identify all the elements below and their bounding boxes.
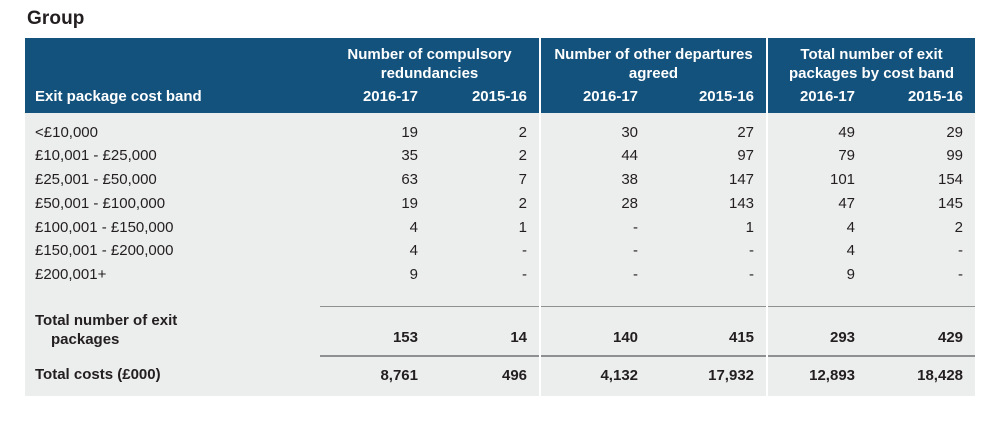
table-body [25,113,975,396]
total-packages-label [25,306,320,356]
exit-packages-table [25,38,975,396]
row-band-label: £200,001+ [25,263,320,292]
cell-compulsory-2016-17: 9 [320,263,430,292]
spacer-cell [320,292,430,307]
cell-other-2015-16: 1 [650,216,767,240]
spacer-cell [767,292,867,307]
header-cost-band: Exit package cost band [25,38,320,113]
cell-total-2016-17: 79 [767,144,867,168]
cell-total-2016-17: 101 [767,168,867,192]
table-row [25,239,975,263]
header-group-total-packages: Total number of exit packages by cost band [767,38,975,86]
cell-compulsory-2016-17: 4 [320,239,430,263]
table-row [25,192,975,216]
table-row [25,216,975,240]
total-costs-compulsory-2016-17: 8,761 [320,356,430,396]
cell-other-2015-16: 143 [650,192,767,216]
row-band-label: £150,001 - £200,000 [25,239,320,263]
cell-compulsory-2016-17: 63 [320,168,430,192]
page-title: Group [27,8,85,29]
total-packages-compulsory-2015-16: 14 [430,306,540,356]
total-costs-total-2016-17: 12,893 [767,356,867,396]
total-packages-label-line2: packages [51,331,120,348]
cell-other-2016-17: - [540,239,650,263]
spacer-cell [867,292,975,307]
cell-total-2016-17: 47 [767,192,867,216]
cell-compulsory-2015-16: 2 [430,192,540,216]
total-costs-label: Total costs (£000) [25,356,320,396]
cell-compulsory-2016-17: 4 [320,216,430,240]
row-band-label: £25,001 - £50,000 [25,168,320,192]
header-group-other-departures: Number of other departures agreed [540,38,767,86]
total-costs-other-2016-17: 4,132 [540,356,650,396]
cell-other-2015-16: 27 [650,113,767,145]
cell-total-2015-16: 29 [867,113,975,145]
cell-total-2016-17: 49 [767,113,867,145]
spacer-cell [25,292,320,307]
cell-compulsory-2016-17: 19 [320,192,430,216]
total-costs-row [25,356,975,396]
cell-compulsory-2015-16: 7 [430,168,540,192]
total-packages-other-2015-16: 415 [650,306,767,356]
cell-other-2015-16: 147 [650,168,767,192]
cell-total-2015-16: 99 [867,144,975,168]
total-packages-total-2015-16: 429 [867,306,975,356]
total-packages-row [25,306,975,356]
row-band-label: £10,001 - £25,000 [25,144,320,168]
header-group-compulsory-redundancies: Number of compulsory redundancies [320,38,540,86]
cell-compulsory-2015-16: - [430,263,540,292]
cell-total-2015-16: 145 [867,192,975,216]
cell-other-2016-17: 28 [540,192,650,216]
cell-compulsory-2016-17: 19 [320,113,430,145]
spacer-row [25,292,975,307]
cell-total-2015-16: 2 [867,216,975,240]
cell-total-2016-17: 4 [767,239,867,263]
total-packages-label-line1: Total number of exit [35,312,178,330]
header-group-row [25,38,975,86]
total-packages-other-2016-17: 140 [540,306,650,356]
header-year-total-2016-17: 2016-17 [767,86,867,113]
table-header [25,38,975,113]
spacer-cell [650,292,767,307]
total-costs-compulsory-2015-16: 496 [430,356,540,396]
spacer-cell [430,292,540,307]
total-packages-total-2016-17: 293 [767,306,867,356]
cell-compulsory-2016-17: 35 [320,144,430,168]
cell-total-2015-16: 154 [867,168,975,192]
total-packages-compulsory-2016-17: 153 [320,306,430,356]
table-row [25,168,975,192]
cell-other-2016-17: 44 [540,144,650,168]
cell-total-2015-16: - [867,239,975,263]
cell-compulsory-2015-16: 2 [430,144,540,168]
table-row [25,144,975,168]
cell-other-2016-17: 38 [540,168,650,192]
row-band-label: <£10,000 [25,113,320,145]
header-year-compulsory-2016-17: 2016-17 [320,86,430,113]
row-band-label: £50,001 - £100,000 [25,192,320,216]
cell-total-2015-16: - [867,263,975,292]
header-year-total-2015-16: 2015-16 [867,86,975,113]
header-year-other-2015-16: 2015-16 [650,86,767,113]
cell-other-2015-16: - [650,263,767,292]
table-row [25,113,975,145]
cell-total-2016-17: 4 [767,216,867,240]
total-costs-total-2015-16: 18,428 [867,356,975,396]
cell-compulsory-2015-16: - [430,239,540,263]
cell-compulsory-2015-16: 1 [430,216,540,240]
header-year-compulsory-2015-16: 2015-16 [430,86,540,113]
cell-other-2016-17: 30 [540,113,650,145]
header-year-other-2016-17: 2016-17 [540,86,650,113]
cell-other-2016-17: - [540,216,650,240]
total-costs-other-2015-16: 17,932 [650,356,767,396]
spacer-cell [540,292,650,307]
cell-total-2016-17: 9 [767,263,867,292]
cell-other-2015-16: - [650,239,767,263]
cell-other-2016-17: - [540,263,650,292]
cell-compulsory-2015-16: 2 [430,113,540,145]
table-row [25,263,975,292]
row-band-label: £100,001 - £150,000 [25,216,320,240]
cell-other-2015-16: 97 [650,144,767,168]
